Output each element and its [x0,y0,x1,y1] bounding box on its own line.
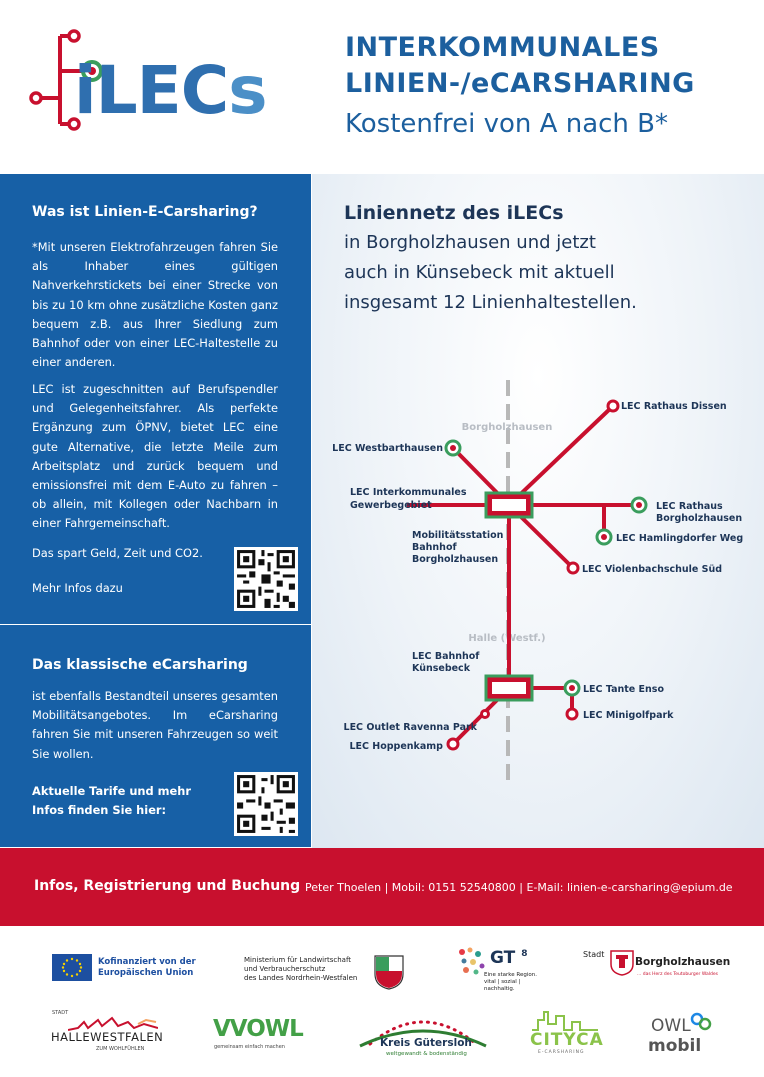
title-line-2: LINIEN-/eCARSHARING [345,68,695,99]
label-gewerbegebiet-1: LEC Interkommunales [350,487,467,498]
owl-mobil-knot-icon [690,1012,712,1032]
node-icon [31,93,41,103]
network-text-line-3: insgesamt 12 Linienhaltestellen. [344,292,637,313]
station-minigolfpark[interactable] [567,709,577,719]
owl-mobil-text: mobil [648,1036,702,1056]
halle-name: HALLEWESTFALEN [51,1030,164,1044]
tariffs-line-1: Aktuelle Tarife und mehr [32,784,191,798]
gt8-subtitle: Eine starke Region. vital | sozial | nachhaltig. [484,972,537,992]
borg-sub: ... das Herz des Teutoburger Waldes [637,972,718,977]
station-rathaus-dissen[interactable] [608,401,618,411]
section-heading: Was ist Linien-E-Carsharing? [32,204,258,220]
station-outlet-ravenna[interactable] [482,711,489,718]
station-tante-enso[interactable] [565,681,579,695]
station-hamlingdorfer-weg[interactable] [597,530,611,544]
tariffs-link[interactable]: Infos finden Sie hier: [32,803,167,817]
hub-borgholzhausen[interactable] [486,493,532,517]
network-panel [312,174,764,848]
eu-logo [52,954,196,985]
eu-text-1: Kofinanziert von der [98,957,196,967]
paragraph-savings: Das spart Geld, Zeit und CO2. [32,546,203,560]
network-text-line-1: in Borgholzhausen und jetzt [344,232,596,253]
subtitle: Kostenfrei von A nach B* [345,109,669,139]
label-westbarthausen: LEC Westbarthausen [332,443,443,454]
label-outlet-ravenna: LEC Outlet Ravenna Park [343,722,477,733]
paragraph-target-group: LEC ist zugeschnitten auf Berufspendler und Gelegenheitsfahrer. Als perfekte Ergänzung zum ÖPNV, bietet LEC eine gute Alternative, die letzte Meile zum Arbeitsplatz und zurück bequem und emissionsfrei mit dem E-Auto zu fahren – ob allein, mit Kollegen oder Nachbarn in einer Fahrgemeinschaft. [32,382,278,531]
ministry-logo [244,956,374,983]
sponsor-logos [0,926,764,1077]
section-linien-carsharing [0,174,311,624]
network-map [312,174,764,848]
borg-stadt: Stadt [583,950,605,959]
label-bahnhof-kuensebeck-1: LEC Bahnhof [412,651,480,662]
section-heading: Das klassische eCarsharing [32,657,248,673]
kreis-name: Kreis Gütersloh [380,1037,472,1049]
contact-banner [0,848,764,926]
station-westbarthausen[interactable] [446,441,460,455]
label-rathaus-dissen: LEC Rathaus Dissen [621,401,727,412]
title-line-1: INTERKOMMUNALES [345,32,660,63]
banner-contact[interactable]: Peter Thoelen | Mobil: 0151 52540800 | E-Mail: linien-e-carsharing@epium.de [305,881,733,894]
paragraph-classic: ist ebenfalls Bestandteil unseres gesamten Mobilitätsangebotes. Im eCarsharing fahren Sie mit unseren Fahrzeugen so weit Sie wollen. [32,689,278,761]
node-icon [69,31,79,41]
gt8-logo [490,948,528,968]
nrw-coat-of-arms-icon [373,954,405,990]
label-rathaus-borgholzhausen-1: LEC Rathaus [656,501,723,512]
qr-code-icon[interactable] [234,547,298,611]
gt8-sup: 8 [521,949,528,960]
borg-name: Borgholzhausen [635,956,731,968]
ministry-text-3: des Landes Nordrhein-Westfalen [244,974,358,982]
gt8-text: GT [490,948,516,968]
label-hamlingdorfer-weg: LEC Hamlingdorfer Weg [616,533,744,544]
cityca-logo: CITYCA [530,1030,604,1050]
label-mobilitaetsstation-2: Bahnhof [412,542,457,553]
borgholzhausen-crest-icon [610,950,634,976]
logo-wordmark [74,52,267,129]
vvowl-logo: VVOWL [213,1016,303,1042]
hub-kuensebeck[interactable] [486,676,532,700]
logo-wordmark-b: s [228,52,267,129]
ministry-text-2: und Verbraucherschutz [244,965,326,973]
network-title: Liniennetz des iLECs [344,202,564,224]
label-tante-enso: LEC Tante Enso [583,684,664,695]
banner-label: Infos, Registrierung und Buchung [34,878,301,894]
rail-label-bottom: Halle (Westf.) [468,633,546,644]
station-rathaus-borgholzhausen[interactable] [632,498,646,512]
rail-label-top: Borgholzhausen [461,422,553,433]
label-rathaus-borgholzhausen-2: Borgholzhausen [656,513,743,524]
more-info-link[interactable]: Mehr Infos dazu [32,581,123,595]
eu-text-2: Europäischen Union [98,968,194,978]
label-violenbachschule: LEC Violenbachschule Süd [582,564,723,575]
halle-sub: ZUM WOHLFÜHLEN [96,1046,145,1052]
network-text-line-2: auch in Künsebeck mit aktuell [344,262,615,283]
label-bahnhof-kuensebeck-2: Künsebeck [412,663,471,674]
title-block [345,30,755,144]
kreis-sub: weltgewandt & bodenständig [386,1051,467,1057]
logo-wordmark-a: iLEC [74,52,229,129]
vvowl-sub: gemeinsam einfach machen [214,1044,285,1050]
ministry-text-1: Ministerium für Landwirtschaft [244,956,352,964]
station-violenbachschule[interactable] [568,563,578,573]
station-hoppenkamp[interactable] [448,739,458,749]
paragraph-intro: *Mit unseren Elektrofahrzeugen fahren Sie als Inhaber eines gültigen Nahverkehrstickets bei einer Strecke von bis zu 10 km ohne zusätzliche Kosten ganz bequem z.B. aus Ihrer Siedlung zum Bahnhof oder von einer LEC-Haltestelle zu einer anderen. [32,240,278,370]
label-mobilitaetsstation-3: Borgholzhausen [412,554,499,565]
label-minigolfpark: LEC Minigolfpark [583,710,674,721]
qr-code-icon[interactable] [234,772,298,836]
owl-logo: OWL [651,1016,691,1036]
label-hoppenkamp: LEC Hoppenkamp [349,741,443,752]
halle-stadt: STADT [52,1010,69,1016]
eu-flag-icon [52,954,92,981]
cityca-skyline-icon [530,1008,600,1032]
label-mobilitaetsstation-1: Mobilitätsstation [412,530,504,541]
label-gewerbegebiet-2: Gewerbegebiet [350,500,432,511]
header [0,0,764,174]
section-classic-ecarsharing [0,625,311,847]
cityca-sub: E-CARSHARING [538,1050,585,1055]
